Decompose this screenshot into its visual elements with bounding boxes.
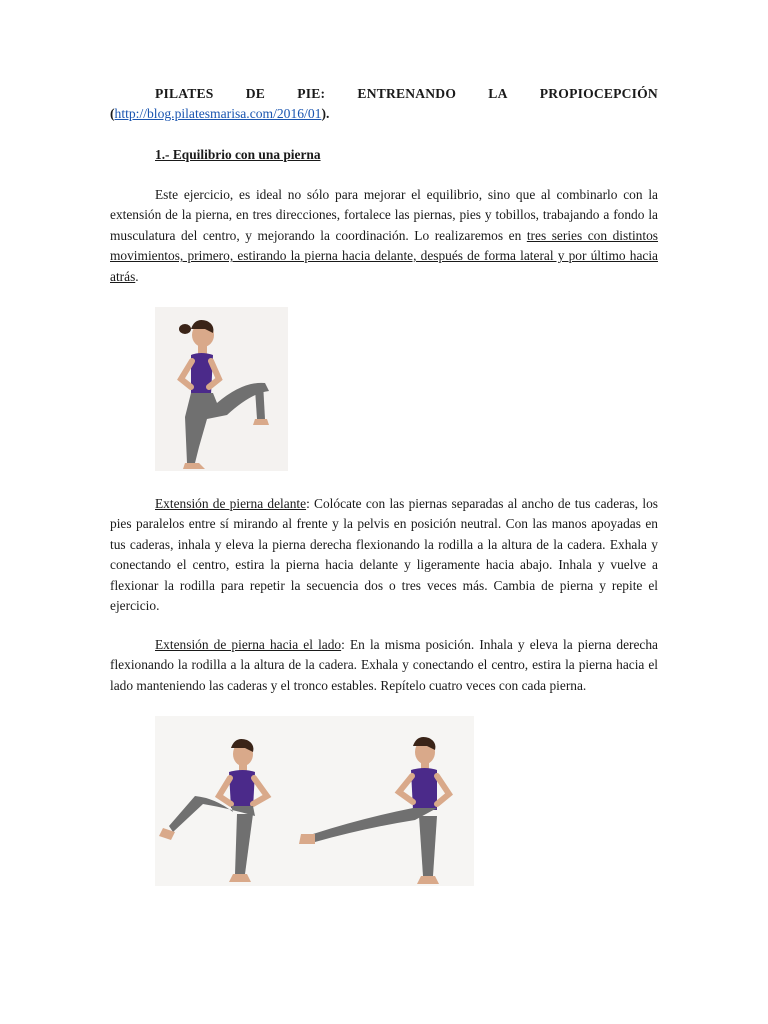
title-word: PIE: bbox=[297, 86, 326, 101]
intro-text: Este ejercicio, es ideal no sólo para mejorar el equilibrio, sino que al combinarlo con la extensión de la pierna, en tres direcciones, fortalece las piernas, pies y tobillos, trabajando a fondo la musculatura del centro, y mejorando la coordinación. Lo realizaremos en bbox=[110, 187, 658, 243]
section-title: 1.- Equilibrio con una pierna bbox=[155, 147, 321, 162]
exercise-photo-front bbox=[155, 307, 288, 471]
ext-front-heading: Extensión de pierna delante bbox=[155, 496, 307, 511]
ext-side-text: : En la misma posición. Inhala y eleva la pierna derecha flexionando la rodilla a la altura de la cadera. Exhala y conectando el centro, estira la pierna hacia el lado manteniendo las caderas y el tronco estables. Repítelo cuatro veces con cada pierna. bbox=[110, 637, 659, 693]
intro-underlined: tres series con distintos movimientos, primero, estirando la pierna hacia delante, después de forma lateral y por último hacia atrás bbox=[110, 227, 659, 284]
title-word: PROPIOCEPCIÓN bbox=[539, 86, 658, 101]
woman-knee-raise-illustration bbox=[155, 307, 288, 471]
title-word: PILATES bbox=[155, 86, 214, 101]
ext-side-heading: Extensión de pierna hacia el lado bbox=[155, 637, 342, 652]
intro-end: . bbox=[135, 268, 139, 284]
document-title bbox=[155, 86, 658, 102]
source-link[interactable]: http://blog.pilatesmarisa.com/2016/01 bbox=[114, 106, 322, 121]
ext-front-paragraph bbox=[110, 494, 658, 616]
title-word: DE bbox=[245, 86, 266, 101]
title-word: ENTRENANDO bbox=[357, 86, 457, 101]
title-source bbox=[110, 106, 329, 122]
intro-paragraph bbox=[110, 185, 658, 287]
ext-side-paragraph bbox=[110, 635, 658, 696]
ext-front-text: : Colócate con las piernas separadas al ancho de tus caderas, los pies paralelos entre sí mirando al frente y la pelvis en posición neutral. Con las manos apoyadas en tus caderas, inhala y eleva la pierna derecha flexionando la rodilla a la altura de la cadera. Exhala y conectando el centro, estira la pierna hacia delante y ligeramente hacia abajo. Inhala y vuelve a flexionar la rodilla para repetir la secuencia dos o tres veces más. Cambia de pierna y repite el ejercicio. bbox=[110, 496, 659, 614]
woman-side-leg-illustration bbox=[155, 716, 474, 886]
title-word: LA bbox=[488, 86, 508, 101]
title-close: ). bbox=[321, 106, 330, 121]
exercise-photo-side bbox=[155, 716, 474, 886]
title-open-paren: ( bbox=[110, 106, 115, 121]
